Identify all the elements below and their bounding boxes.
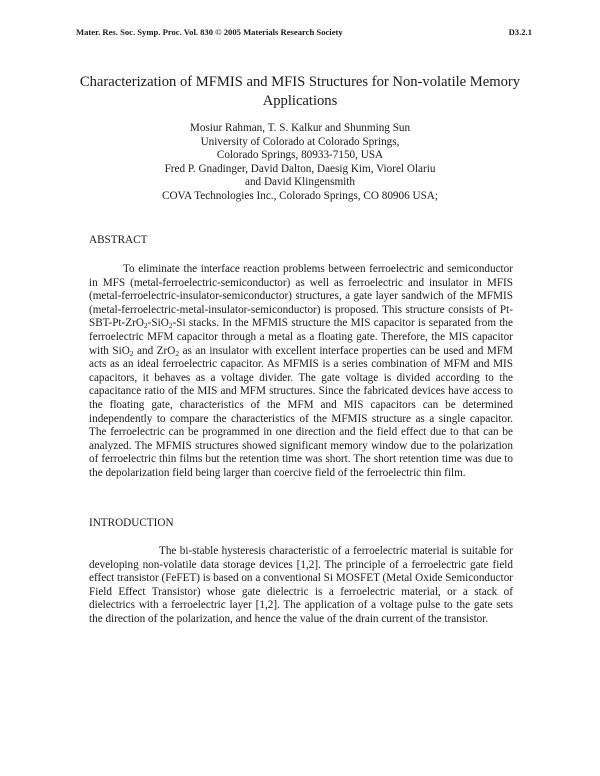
introduction-heading: INTRODUCTION [89, 517, 174, 529]
author-line: Fred P. Gnadinger, David Dalton, Daesig Kim, Viorel Olariu [164, 162, 436, 175]
abstract-body: To eliminate the interface reaction problems between ferroelectric and semiconductor in MFS (metal-ferroelectric-semiconductor) as well as ferroelectric and insulator in MFIS (metal-ferroelectric-insulator-semiconductor) structures, a gate layer sandwich of the MFMIS (metal-ferroelectric-metal-insulator-semiconductor) is proposed. This structure consists of Pt-SBT-Pt-ZrO$_2$-SiO$_2$-Si stacks. In the MFMIS structure the MIS capacitor is separated from the ferroelectric MFM capacitor through a metal as a floating gate. Therefore, the MIS capacitor with SiO$_2$ and ZrO$_2$ as an insulator with excellent interface properties can be used and MFM acts as an ideal ferroelectric capacitor. As MFMIS is a series combination of MFM and MIS capacitors, it behaves as a voltage divider. The gate voltage is divided according to the capacitance ratio of the MIS and MFM structures. Since the fabricated devices have access to the floating gate, characteristics of the MFM and MIS capacitors can be determined independently to compare the characteristics of the MFMIS structure as a single capacitor. The ferroelectric can be programmed in one direction and the field effect due to that can be analyzed. The MFMIS structures showed significant memory window due to the polarization of ferroelectric thin films but the retention time was short. The short retention time was due to the depolarization field being larger than coercive field of the ferroelectric thin film. [89, 263, 513, 479]
author-line: Mosiur Rahman, T. S. Kalkur and Shunming Sun [189, 122, 411, 134]
author-line: and David Klingensmith [245, 176, 355, 189]
paper-title: Characterization of MFMIS and MFIS Structures for Non-volatile Memory Applications [79, 74, 521, 109]
affiliation-line: Colorado Springs, 80933-7150, USA [216, 149, 384, 162]
affiliation-line: COVA Technologies Inc., Colorado Springs, CO 80906 USA; [161, 189, 438, 202]
abstract-heading: ABSTRACT [89, 234, 148, 246]
introduction-body: The bi-stable hysteresis characteristic of a ferroelectric material is suitable for developing non-volatile data storage devices [1,2]. The principle of a ferroelectric gate field effect transistor (FeFET) is based on a conventional Si MOSFET (Metal Oxide Semiconductor Field Effect Transistor) whose gate dielectric is a ferroelectric material, or a stack of dielectrics with a ferroelectric layer [1,2]. The application of a voltage pulse to the gate sets the direction of the polarization, and hence the value of the drain current of the transistor. [89, 545, 514, 625]
author-block [60, 122, 540, 204]
paper-id: D3.2.1 [508, 27, 532, 37]
running-header [76, 27, 532, 37]
affiliation-line: University of Colorado at Colorado Springs, [200, 135, 400, 148]
citation-line: Mater. Res. Soc. Symp. Proc. Vol. 830 © 2005 Materials Research Society [76, 27, 343, 37]
